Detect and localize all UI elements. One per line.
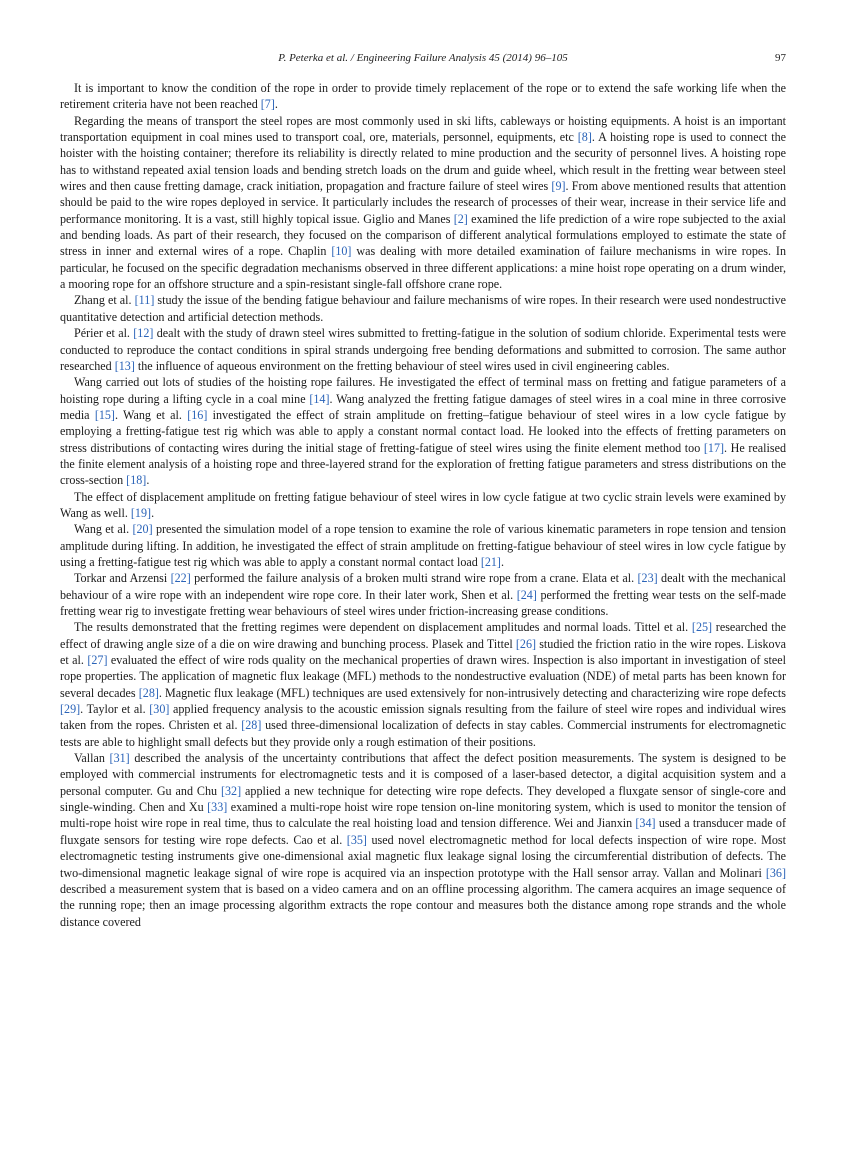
citation-link[interactable]: [36]	[765, 865, 786, 880]
citation-link[interactable]: [10]	[331, 244, 352, 259]
text-run: examined a multi-rope hoist wire rope tension on-line monitoring system, which is used to monitor the tension of multi-rope hoist wire rope in real time, thus to calculate the real hoisting load and tension difference. Wei and Jianxin	[60, 800, 786, 831]
article-body	[60, 80, 786, 930]
citation-link[interactable]: [9]	[551, 179, 566, 194]
citation-link[interactable]: [25]	[691, 620, 713, 635]
citation-link[interactable]: [35]	[346, 832, 367, 847]
paragraph	[60, 113, 786, 293]
citation-link[interactable]: [29]	[60, 702, 81, 717]
citation-link[interactable]: [15]	[94, 407, 115, 422]
citation-link[interactable]: [34]	[635, 816, 656, 831]
citation-link[interactable]: [22]	[170, 571, 191, 586]
text-run: . Magnetic flux leakage (MFL) techniques are used extensively for non-intrusively detecting and characterizing wire rope defects	[158, 685, 786, 700]
text-run: . A hoisting rope is used to connect the hoister with the hoisting container; therefore its reliability is directly related to mine production and the security of personnel lives. A hoisting rope has to withstand repeated axial tension loads and bending stretch loads on the drum and guide wheel, which result in the fretting wear between steel wires and then cause fretting damage, crack initiation, propagation and fracture failure of steel wires	[60, 130, 787, 194]
text-run: dealt with the mechanical behaviour of a wire rope with an independent wire rope core. In their later work, Shen et al.	[60, 571, 786, 602]
text-run: The effect of displacement amplitude on fretting fatigue behaviour of steel wires in low cycle fatigue at two cyclic strain levels were examined by Wang as well.	[60, 489, 786, 520]
journal-citation: P. Peterka et al. / Engineering Failure Analysis 45 (2014) 96–105	[278, 52, 568, 64]
text-run: applied a new technique for detecting wire rope defects. They developed a fluxgate sensor of single-core and single-winding. Chen and Xu	[60, 783, 786, 815]
text-run: performed the fretting wear tests on the self-made fretting wear rig to investigate fretting wear behaviours of steel wires under friction-increasing grease conditions.	[60, 587, 786, 618]
paragraph	[60, 292, 786, 325]
citation-link[interactable]: [17]	[703, 440, 725, 455]
paragraph	[60, 570, 786, 619]
citation-link[interactable]: [28]	[138, 685, 159, 700]
citation-link[interactable]: [14]	[309, 391, 330, 406]
citation-link[interactable]: [30]	[149, 702, 170, 717]
text-run: . From above mentioned results that attention should be paid to the wire ropes deployed in service. It particularly includes the research of processes of their wear, increase in their service life and performance monitoring. It is a vast, still highly topical issue. Giglio and Manes	[60, 179, 786, 226]
paragraph	[60, 325, 786, 374]
citation-link[interactable]: [23]	[637, 571, 658, 586]
text-run: applied frequency analysis to the acoustic emission signals resulting from the failure of steel wire ropes and individual wires taken from the ropes. Christen et al.	[60, 702, 786, 733]
text-run: presented the simulation model of a rope tension to examine the role of various kinematic parameters in rope tension and tension amplitude during lifting. In addition, he investigated the effect of strain amplitude on fretting-fatigue behaviour of steel wires in low cycle fatigue by using a fretting-fatigue test rig which was able to apply a constant normal contact load	[60, 522, 786, 569]
citation-link[interactable]: [19]	[130, 505, 152, 520]
text-run: used a transducer made of fluxgate sensors for testing wire rope defects. Cao et al.	[60, 816, 786, 847]
text-run: Wang carried out lots of studies of the hoisting rope failures. He investigated the effect of terminal mass on fretting and fatigue parameters of a hoisting rope during a lifting cycle in a coal mine	[60, 375, 786, 406]
text-run: .	[500, 554, 504, 569]
citation-link[interactable]: [7]	[260, 97, 275, 112]
text-run: . Taylor et al.	[80, 702, 150, 717]
paragraph	[60, 80, 786, 113]
text-run: .	[274, 97, 278, 112]
paragraph	[60, 489, 786, 522]
text-run: Vallan	[74, 751, 110, 766]
citation-link[interactable]: [20]	[132, 522, 153, 537]
text-run: described a measurement system that is based on a video camera and on an offline processing algorithm. The camera acquires an image sequence of the running rope; then an image processing algorithm extracts the rope contour and measures both the distance among rope strands and the whole distance covered	[60, 881, 786, 929]
text-run: performed the failure analysis of a broken multi strand wire rope from a crane. Elata et al.	[190, 571, 638, 586]
text-run: Wang et al.	[74, 522, 133, 537]
paragraph	[60, 374, 786, 488]
citation-link[interactable]: [8]	[577, 130, 592, 145]
page-number: 97	[775, 52, 786, 64]
text-run: researched the effect of drawing angle size of a die on wire drawing and bunching process. Plasek and Tittel	[60, 620, 787, 651]
text-run: investigated the effect of strain amplitude on fretting–fatigue behaviour of steel wires in a low cycle fatigue by employing a fretting-fatigue test rig which was able to apply a constant normal contact load. He looked into the effects of fretting parameters on stress distributions of contacting wires during the initial stage of fretting-fatigue of steel wires using the finite element method too	[60, 407, 787, 455]
text-run: The results demonstrated that the fretting regimes were dependent on displacement amplitudes and normal loads. Tittel et al.	[74, 620, 692, 635]
citation-link[interactable]: [24]	[516, 587, 537, 602]
text-run: used novel electromagnetic method for local defects inspection of wire rope. Most electromagnetic testing instruments give one-dimensional axial magnetic flux leakage signal losing the circumferential distribution of defects. The two-dimensional magnetic leakage signal of wire rope is acquired via an inspection prototype with the Hall sensor array. Vallan and Molinari	[60, 832, 786, 880]
text-run: . He realised the finite element analysis of a hoisting rope and three-layered strand for the exploration of fretting fatigue parameters and stress distributions on the cross-section	[60, 440, 787, 488]
text-run: It is important to know the condition of the rope in order to provide timely replacement of the rope or to extend the safe working life when the retirement criteria have not been reached	[60, 81, 786, 112]
citation-link[interactable]: [31]	[109, 751, 130, 766]
citation-link[interactable]: [33]	[207, 800, 228, 815]
text-run: dealt with the study of drawn steel wires submitted to fretting-fatigue in the solution of sodium chloride. Experimental tests were conducted to reproduce the contact conditions in spiral strands undergoing free bending deformations and submitted to corrosion. The same author researched	[60, 326, 786, 373]
text-run: . Wang et al.	[114, 407, 188, 422]
citation-link[interactable]: [28]	[241, 718, 262, 733]
text-run: Regarding the means of transport the steel ropes are most commonly used in ski lifts, cableways or hoisting equipments. A hoist is an important transportation equipment in coal mines used to transport coal, ore, materials, personnel, equipments, etc	[60, 113, 786, 145]
text-run: was dealing with more detailed examination of failure mechanisms in wire ropes. In particular, he focused on the specific degradation mechanisms observed in three different applications: a mine hoist rope operating on a drum winder, a mooring rope for an offshore structure and a spin-resistant single-fall offshore crane rope.	[60, 244, 787, 292]
citation-link[interactable]: [13]	[114, 358, 135, 373]
running-head	[60, 52, 786, 64]
text-run: . Wang analyzed the fretting fatigue damages of steel wires in a coal mine in three corrosive media	[60, 391, 787, 422]
text-run: Périer et al.	[74, 326, 134, 341]
text-run: described the analysis of the uncertainty contributions that affect the defect position measurements. The system is designed to be employed with commercial instruments for electromagnetic tests and it is composed of a laser-based detector, a digital acquisition system and a personal computer. Gu and Chu	[60, 751, 786, 798]
text-run: .	[151, 505, 155, 520]
citation-link[interactable]: [21]	[480, 554, 501, 569]
paragraph	[60, 521, 786, 570]
citation-link[interactable]: [32]	[220, 783, 242, 798]
text-run: study the issue of the bending fatigue behaviour and failure mechanisms of wire ropes. In their research were used nondestructive quantitative detection and artificial detection methods.	[60, 293, 786, 324]
citation-link[interactable]: [26]	[515, 636, 537, 651]
citation-link[interactable]: [12]	[133, 326, 154, 341]
text-run: .	[146, 473, 150, 488]
paragraph	[60, 750, 786, 930]
text-run: examined the life prediction of a wire rope subjected to the axial and bending loads. As part of their research, they focused on the comparison of different analytical formulations employed to estimate the state of stress in inner and external wires of a rope. Chaplin	[60, 211, 786, 259]
paragraph	[60, 619, 786, 750]
text-run: studied the friction ratio in the wire ropes. Liskova et al.	[60, 636, 786, 668]
text-run: the influence of aqueous environment on the fretting behaviour of steel wires used in civil engineering cables.	[134, 358, 670, 373]
text-run: Zhang et al.	[74, 293, 135, 308]
text-run: evaluated the effect of wire rods quality on the mechanical properties of drawn wires. Inspection is also important in investigation of steel rope properties. The application of magnetic flux leakage (MFL) methods to the nondestructive evaluation (NDE) of metal parts has been known for several decades	[60, 653, 786, 700]
text-run: used three-dimensional localization of defects in stay cables. Commercial instruments for electromagnetic tests are able to highlight small defects but they provide only a rough estimation of their positions.	[60, 718, 786, 749]
citation-link[interactable]: [27]	[87, 653, 108, 668]
text-run: Torkar and Arzensi	[74, 571, 171, 586]
citation-link[interactable]: [11]	[134, 293, 155, 308]
citation-link[interactable]: [16]	[187, 407, 208, 422]
citation-link[interactable]: [2]	[453, 211, 468, 226]
citation-link[interactable]: [18]	[126, 473, 147, 488]
